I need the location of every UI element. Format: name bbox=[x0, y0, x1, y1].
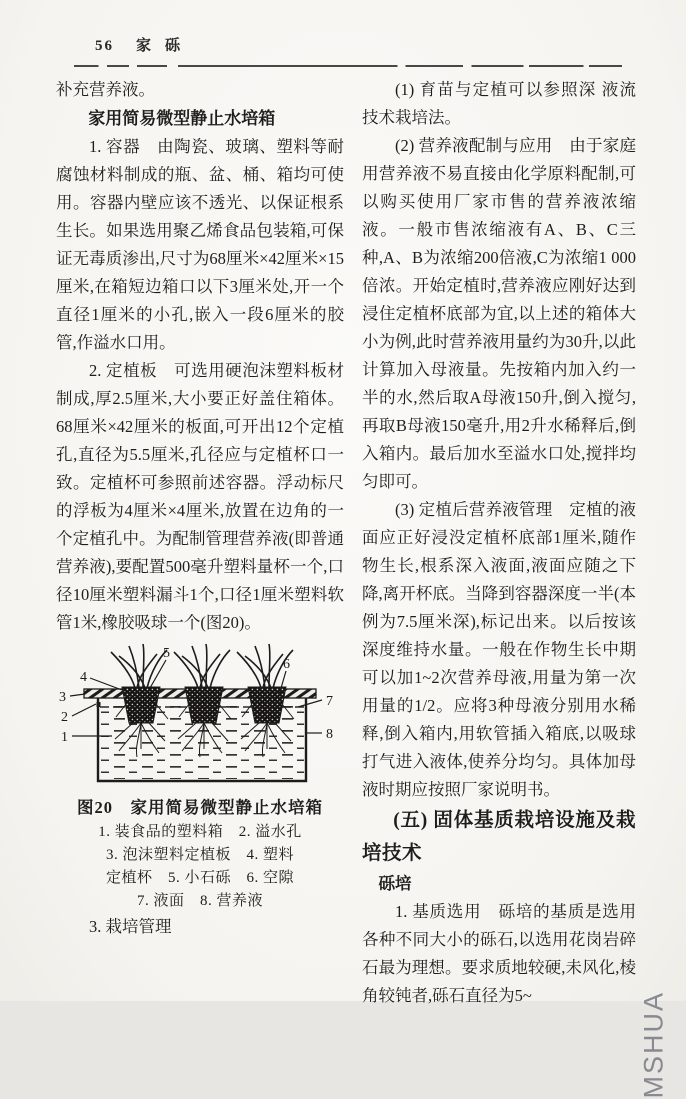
callout-5: 5 bbox=[163, 646, 170, 661]
paragraph-planting-board: 2. 定植板 可选用硬泡沫塑料板材制成,厚2.5厘米,大小要正好盖住箱体。68厘米×42厘米的板面,可开出12个定植孔,直径为5.5厘米,孔径应与定植杯口一致。定植杯可参照前述容器。浮动标尺的浮板为4厘米×4厘米,放置在边角的一个定植孔中。为配制管理营养液(即普通营养液),要配置500毫升塑料量杯一个,口径10厘米塑料漏斗1个,口径1厘米塑料软管1米,橡胶吸球一个(图20)。 bbox=[56, 361, 344, 632]
callout-6: 6 bbox=[283, 657, 290, 672]
right-column bbox=[362, 76, 636, 1010]
figure-caption: 图20 家用简易微型静止水培箱 bbox=[77, 798, 323, 817]
page-number: 56 bbox=[95, 38, 114, 54]
heading-hydroponics-box: 家用简易微型静止水培箱 bbox=[88, 109, 276, 128]
figure-legend bbox=[56, 821, 344, 913]
paragraph-nutrient-management: (3) 定植后营养液管理 定植的液面应正好浸没定植杯底部1厘米,随作物生长,根系深入液面,液面应随之下降,离开杯底。当降到容器深度一半(本例为7.5厘米深),标记出来。以后按该深度维持水量。一般在作物生长中期可以加1~2次营养母液,用量为第一次用量的1/2。应将3种母液分别用水稀释,倒入箱内,用软管插入箱底,以吸球打气进入液体,使养分均匀。具体加母液时期应按照厂家说明书。 bbox=[362, 500, 636, 799]
paragraph-continuation: 补充营养液。 bbox=[56, 80, 155, 99]
header-rule bbox=[74, 65, 622, 67]
heading-gravel-culture: 砾培 bbox=[378, 874, 412, 893]
paragraph-nutrient-preparation: (2) 营养液配制与应用 由于家庭用营养液不易直接由化学原料配制,可以购买使用厂家市售的营养液浓缩液。一般市售浓缩液有A、B、C三种,A、B为浓缩200倍液,C为浓缩1 000倍浓。开始定植时,营养液应刚好达到浸住定植杯底部为宜,以上述的箱体大小为例,此时营养液用量约为30升,以此计算加入母液量。先按箱内加入约一半的水,然后取A母液150升,倒入搅匀,再取B母液150毫升,用2升水稀释后,倒入箱内。最后加水至溢水口处,搅拌均匀即可。 bbox=[362, 136, 636, 491]
figure-20-diagram bbox=[56, 643, 344, 793]
watermark-text: MSHUA bbox=[639, 991, 669, 1099]
callout-4: 4 bbox=[80, 670, 87, 685]
paragraph-substrate-selection: 1. 基质选用 砾培的基质是选用各种不同大小的砾石,以选用花岗岩碎石最为理想。要求质地较硬,未风化,棱角较钝者,砾石直径为5~ bbox=[362, 902, 636, 1005]
overflow-hole bbox=[97, 702, 101, 707]
callout-7: 7 bbox=[326, 694, 333, 709]
callout-8: 8 bbox=[326, 727, 333, 742]
paragraph-seedling: (1) 育苗与定植可以参照深 液流技术栽培法。 bbox=[362, 80, 636, 127]
callout-3: 3 bbox=[59, 690, 66, 705]
section-heading-solid-substrate: (五) 固体基质栽培设施及栽培技术 bbox=[362, 810, 636, 864]
legend-line: 3. 泡沫塑料定植板 4. 塑料 bbox=[105, 847, 294, 863]
text-columns bbox=[56, 76, 636, 1010]
left-column bbox=[56, 76, 344, 1010]
figure-20 bbox=[56, 643, 344, 913]
book-title: 家砾 bbox=[136, 38, 195, 54]
page-header bbox=[95, 34, 194, 55]
callout-2: 2 bbox=[61, 710, 68, 725]
paragraph-container: 1. 容器 由陶瓷、玻璃、塑料等耐腐蚀材料制成的瓶、盆、桶、箱均可使用。容器内壁应该不透光、以保证根系生长。如果选用聚乙烯食品包装箱,可保证无毒质渗出,尺寸为68厘米×42厘米×15厘米,在箱短边箱口以下3厘米处,开一个直径1厘米的小孔,嵌入一段6厘米的胶管,作溢水口用。 bbox=[56, 137, 344, 352]
legend-line: 1. 装食品的塑料箱 2. 溢水孔 bbox=[98, 824, 302, 840]
callout-1: 1 bbox=[61, 730, 68, 745]
paragraph-cultivation-management: 3. 栽培管理 bbox=[89, 917, 172, 936]
legend-line: 7. 液面 8. 营养液 bbox=[136, 893, 263, 909]
legend-line: 定植杯 5. 小石砾 6. 空隙 bbox=[105, 870, 294, 886]
